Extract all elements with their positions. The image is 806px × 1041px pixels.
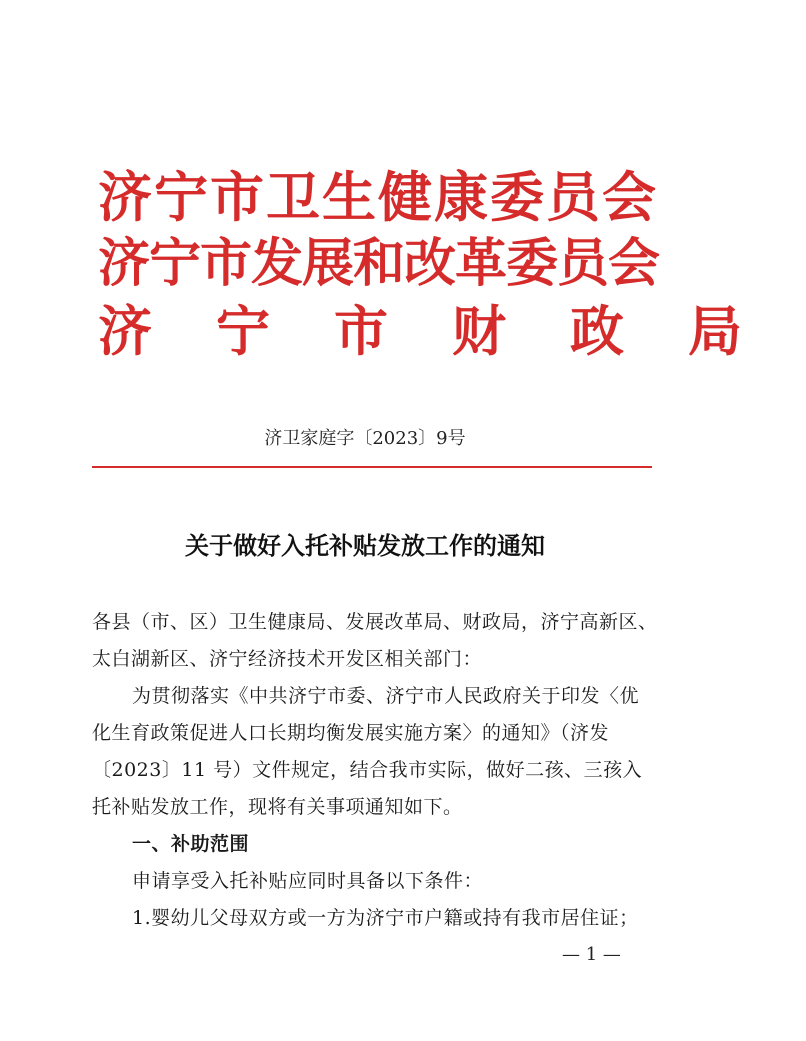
paragraph-2-line-1: 申请享受入托补贴应同时具备以下条件： (132, 870, 484, 892)
issuer-line-3: 济宁市财政局 (98, 299, 806, 363)
addressee-line-1: 各县（市、区）卫生健康局、发展改革局、财政局，济宁高新区、 (92, 611, 658, 633)
document-title: 关于做好入托补贴发放工作的通知 (185, 531, 545, 560)
issuer-line-1: 济宁市卫生健康委员会 (98, 165, 658, 229)
paragraph-1-line-3: 〔2023〕11 号）文件规定，结合我市实际，做好二孩、三孩入 (92, 759, 643, 781)
issuer-line-2: 济宁市发展和改革委员会 (98, 233, 660, 294)
paragraph-1-line-1: 为贯彻落实《中共济宁市委、济宁市人民政府关于印发〈优 (132, 685, 640, 707)
document-number: 济卫家庭字〔2023〕9号 (264, 428, 466, 449)
paragraph-1-line-2: 化生育政策促进人口长期均衡发展实施方案〉的通知》（济发 (92, 722, 610, 744)
addressee-line-2: 太白湖新区、济宁经济技术开发区相关部门： (92, 648, 483, 670)
document-body (92, 604, 658, 937)
list-item-1: 1.婴幼儿父母双方或一方为济宁市户籍或持有我市居住证； (132, 907, 639, 929)
red-divider (92, 466, 652, 468)
page-number: — 1 — (562, 944, 621, 965)
paragraph-1-line-4: 托补贴发放工作，现将有关事项通知如下。 (92, 796, 463, 818)
section-1-heading: 一、补助范围 (132, 833, 250, 855)
